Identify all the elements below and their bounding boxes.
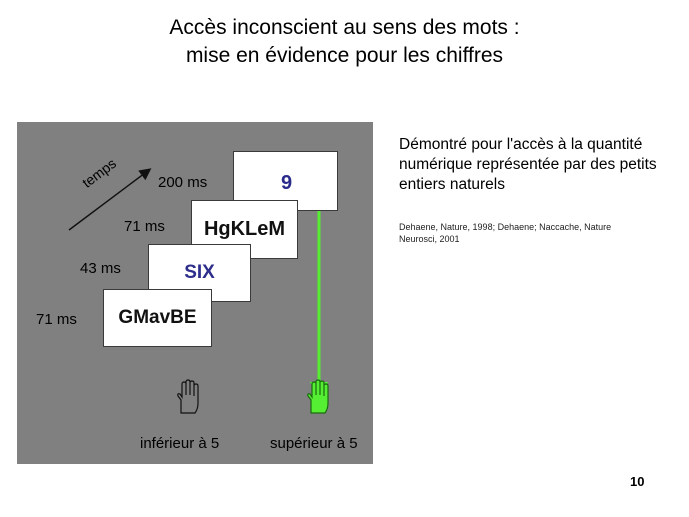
slide-title-line-2: mise en évidence pour les chiffres	[185, 44, 504, 67]
duration-label-gmavbe: 71 ms	[36, 311, 77, 328]
duration-label-hgklem: 71 ms	[124, 218, 165, 235]
side-reference-text: Dehaene, Nature, 1998; Dehaene; Naccache, Nature Neurosci, 2001	[399, 222, 612, 244]
right-response-label: supérieur à 5	[270, 435, 358, 452]
duration-label-9: 200 ms	[158, 174, 208, 191]
duration-label-six: 43 ms	[80, 260, 121, 277]
card-mask-gmavbe	[103, 289, 212, 347]
card-mask-hgklem-text: HgKLeM	[203, 218, 286, 240]
time-axis-label: temps	[79, 155, 120, 191]
hand-green-icon	[306, 379, 330, 415]
left-response-label: inférieur à 5	[140, 435, 220, 452]
card-digit-9-text: 9	[281, 171, 293, 194]
card-word-six-text: SIX	[184, 262, 215, 283]
experiment-panel	[17, 122, 373, 464]
slide-title-line-1: Accès inconscient au sens des mots :	[169, 16, 520, 39]
card-mask-gmavbe-text: GMavBE	[118, 307, 197, 328]
slide-title	[0, 14, 689, 70]
page-number: 10	[630, 474, 645, 489]
response-arrow	[302, 182, 319, 384]
side-main-text: Démontré pour l'accès à la quantité numérique représentée par des petits entiers naturels	[399, 136, 657, 193]
hand-outline-icon	[176, 379, 200, 415]
